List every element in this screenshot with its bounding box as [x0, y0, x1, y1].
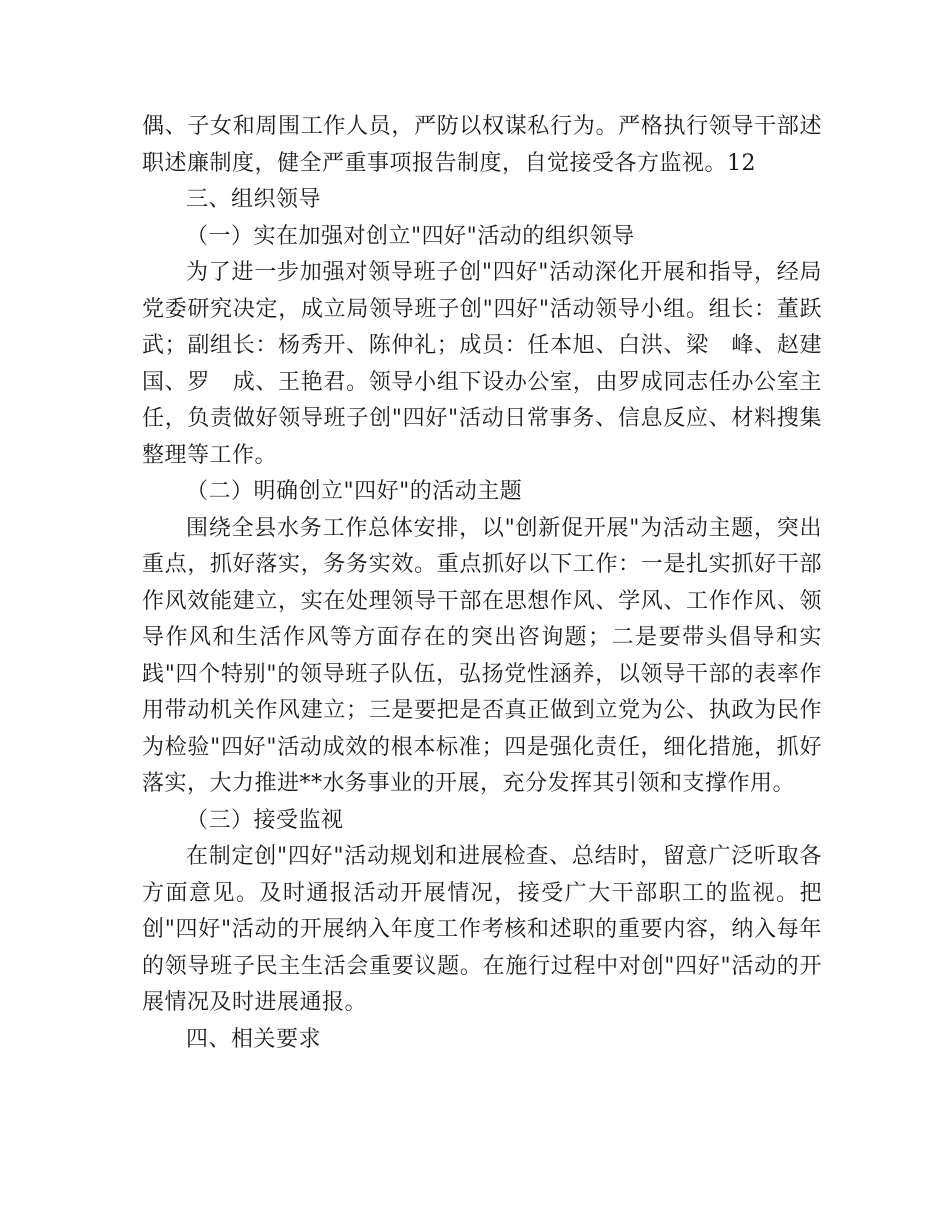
subsection-heading-3: （三）接受监视: [186, 807, 344, 833]
subsection-heading-1: （一）实在加强对创立"四好"活动的组织领导: [186, 223, 635, 249]
subsection-heading-2: （二）明确创立"四好"的活动主题: [186, 479, 523, 504]
section-heading-requirements: 四、相关要求: [186, 1026, 322, 1052]
document-body: [142, 109, 822, 1058]
paragraph-continuation: 偶、子女和周围工作人员，严防以权谋私行为。严格执行领导干部述职述廉制度，健全严重事项报告制度，自觉接受各方监视。12: [142, 114, 822, 176]
paragraph-supervision: 在制定创"四好"活动规划和进展检查、总结时，留意广泛听取各方面意见。及时通报活动开展情况，接受广大干部职工的监视。把创"四好"活动的开展纳入年度工作考核和述职的重要内容，纳入每年的领导班子民主生活会重要议题。在施行过程中对创"四好"活动的开展情况及时进展通报。: [142, 844, 822, 1015]
paragraph-activity-theme: 围绕全县水务工作总体安排，以"创新促开展"为活动主题，突出重点，抓好落实，务务实效。重点抓好以下工作：一是扎实抓好干部作风效能建立，实在处理领导干部在思想作风、学风、工作作风、领导作风和生活作风等方面存在的突出咨询题；二是要带头倡导和实践"四个特别"的领导班子队伍，弘扬党性涵养，以领导干部的表率作用带动机关作风建立；三是要把是否真正做到立党为公、执政为民作为检验"四好"活动成效的根本标准；四是强化责任，细化措施，抓好落实，大力推进**水务事业的开展，充分发挥其引领和支撑作用。: [142, 515, 822, 796]
section-heading-organization: 三、组织领导: [186, 187, 322, 212]
paragraph-leadership-group: 为了进一步加强对领导班子创"四好"活动深化开展和指导，经局党委研究决定，成立局领导班子创"四好"活动领导小组。组长：董跃武；副组长：杨秀开、陈仲礼；成员：任本旭、白洪、梁 峰、赵建国、罗 成、王艳君。领导小组下设办公室，由罗成同志任办公室主任，负责做好领导班子创"四好"活动日常事务、信息反应、材料搜集整理等工作。: [142, 260, 822, 468]
